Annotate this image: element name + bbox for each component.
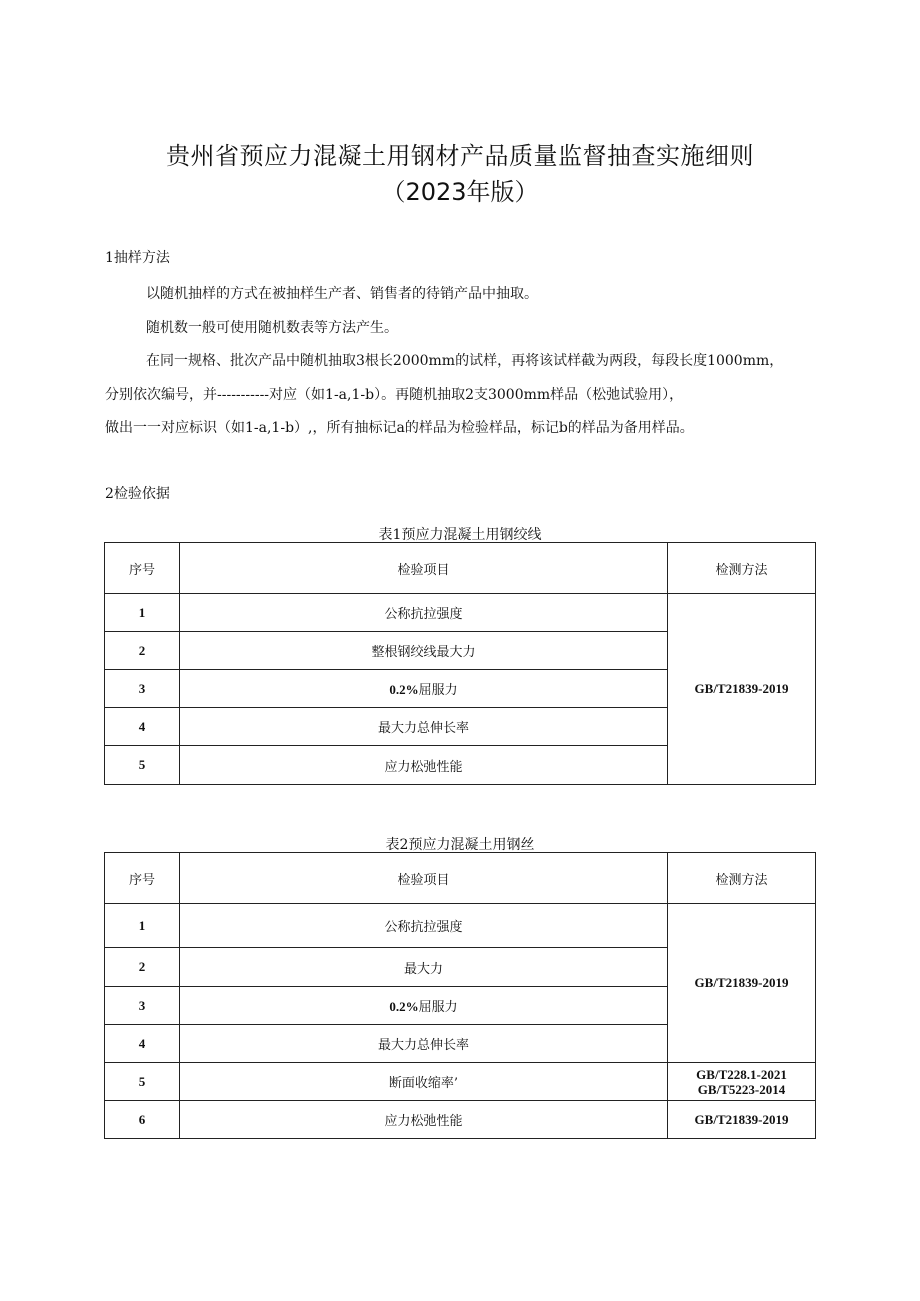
row-item: 整根钢绞线最大力 [180,632,668,670]
row-item: 公称抗拉强度 [180,594,668,632]
table-2 [104,852,816,1139]
row-number: 2 [105,632,180,670]
header-serial: 序号 [105,853,180,904]
paragraph-sampling-3-line-1: 在同一规格、批次产品中随机抽取3根长2000mm的试样，再将该试样截为两段，每段长度1000mm， [146,353,784,369]
row-item-value: 0.2% [389,682,419,697]
header-test-method: 检测方法 [668,543,816,594]
row-item: 应力松弛性能 [180,1101,668,1139]
row-item: 应力松弛性能 [180,746,668,785]
row-item: 最大力总伸长率 [180,708,668,746]
row-number: 3 [105,987,180,1025]
row-number: 1 [105,904,180,948]
header-test-item: 检验项目 [180,853,668,904]
table-row [105,594,816,632]
header-serial: 序号 [105,543,180,594]
row-number: 6 [105,1101,180,1139]
row-number: 4 [105,1025,180,1063]
table-header-row [105,543,816,594]
header-test-item: 检验项目 [180,543,668,594]
table-row [105,1063,816,1101]
section-2-heading: 2检验依据 [105,486,170,502]
header-test-method: 检测方法 [668,853,816,904]
table-1 [104,542,816,785]
row-number: 3 [105,670,180,708]
row-number: 5 [105,746,180,785]
method-line-1: GB/T228.1-2021 [696,1066,787,1082]
row-method: GB/T21839-2019 [668,1101,816,1139]
row-item: 最大力 [180,948,668,987]
row-number: 1 [105,594,180,632]
row-method [668,1063,816,1101]
row-method: GB/T21839-2019 [668,904,816,1063]
paragraph-sampling-3-line-2: 分别依次编号，并-----------对应（如1-a,1-b）。再随机抽取2支3000mm样品（松弛试验用）， [105,387,684,403]
method-line-2: GB/T5223-2014 [697,1081,786,1097]
section-1-heading: 1抽样方法 [105,250,170,266]
table-1-caption: 表1预应力混凝土用钢绞线 [378,527,542,543]
row-item-label: 屈服力 [418,1000,458,1015]
row-item [180,670,668,708]
row-number: 4 [105,708,180,746]
row-number: 5 [105,1063,180,1101]
table-2-caption: 表2预应力混凝土用钢丝 [385,837,535,853]
document-title: 贵州省预应力混凝土用钢材产品质量监督抽查实施细则 [166,142,754,170]
row-item-value: 0.2% [389,999,419,1014]
table-header-row [105,853,816,904]
document-edition: （2023年版） [381,178,539,206]
row-item [180,987,668,1025]
row-item: 最大力总伸长率 [180,1025,668,1063]
row-item: 公称抗拉强度 [180,904,668,948]
paragraph-sampling-1: 以随机抽样的方式在被抽样生产者、销售者的待销产品中抽取。 [146,286,538,302]
paragraph-sampling-2: 随机数一般可使用随机数表等方法产生。 [146,320,398,336]
row-item: 断面收缩率’ [180,1063,668,1101]
row-number: 2 [105,948,180,987]
table-row [105,1101,816,1139]
row-item-label: 屈服力 [418,683,458,698]
paragraph-sampling-3-line-3: 做出一一对应标识（如1-a,1-b）,，所有抽标记a的样品为检验样品，标记b的样品为备用样品。 [105,420,694,436]
table-row [105,904,816,948]
row-method: GB/T21839-2019 [668,594,816,785]
